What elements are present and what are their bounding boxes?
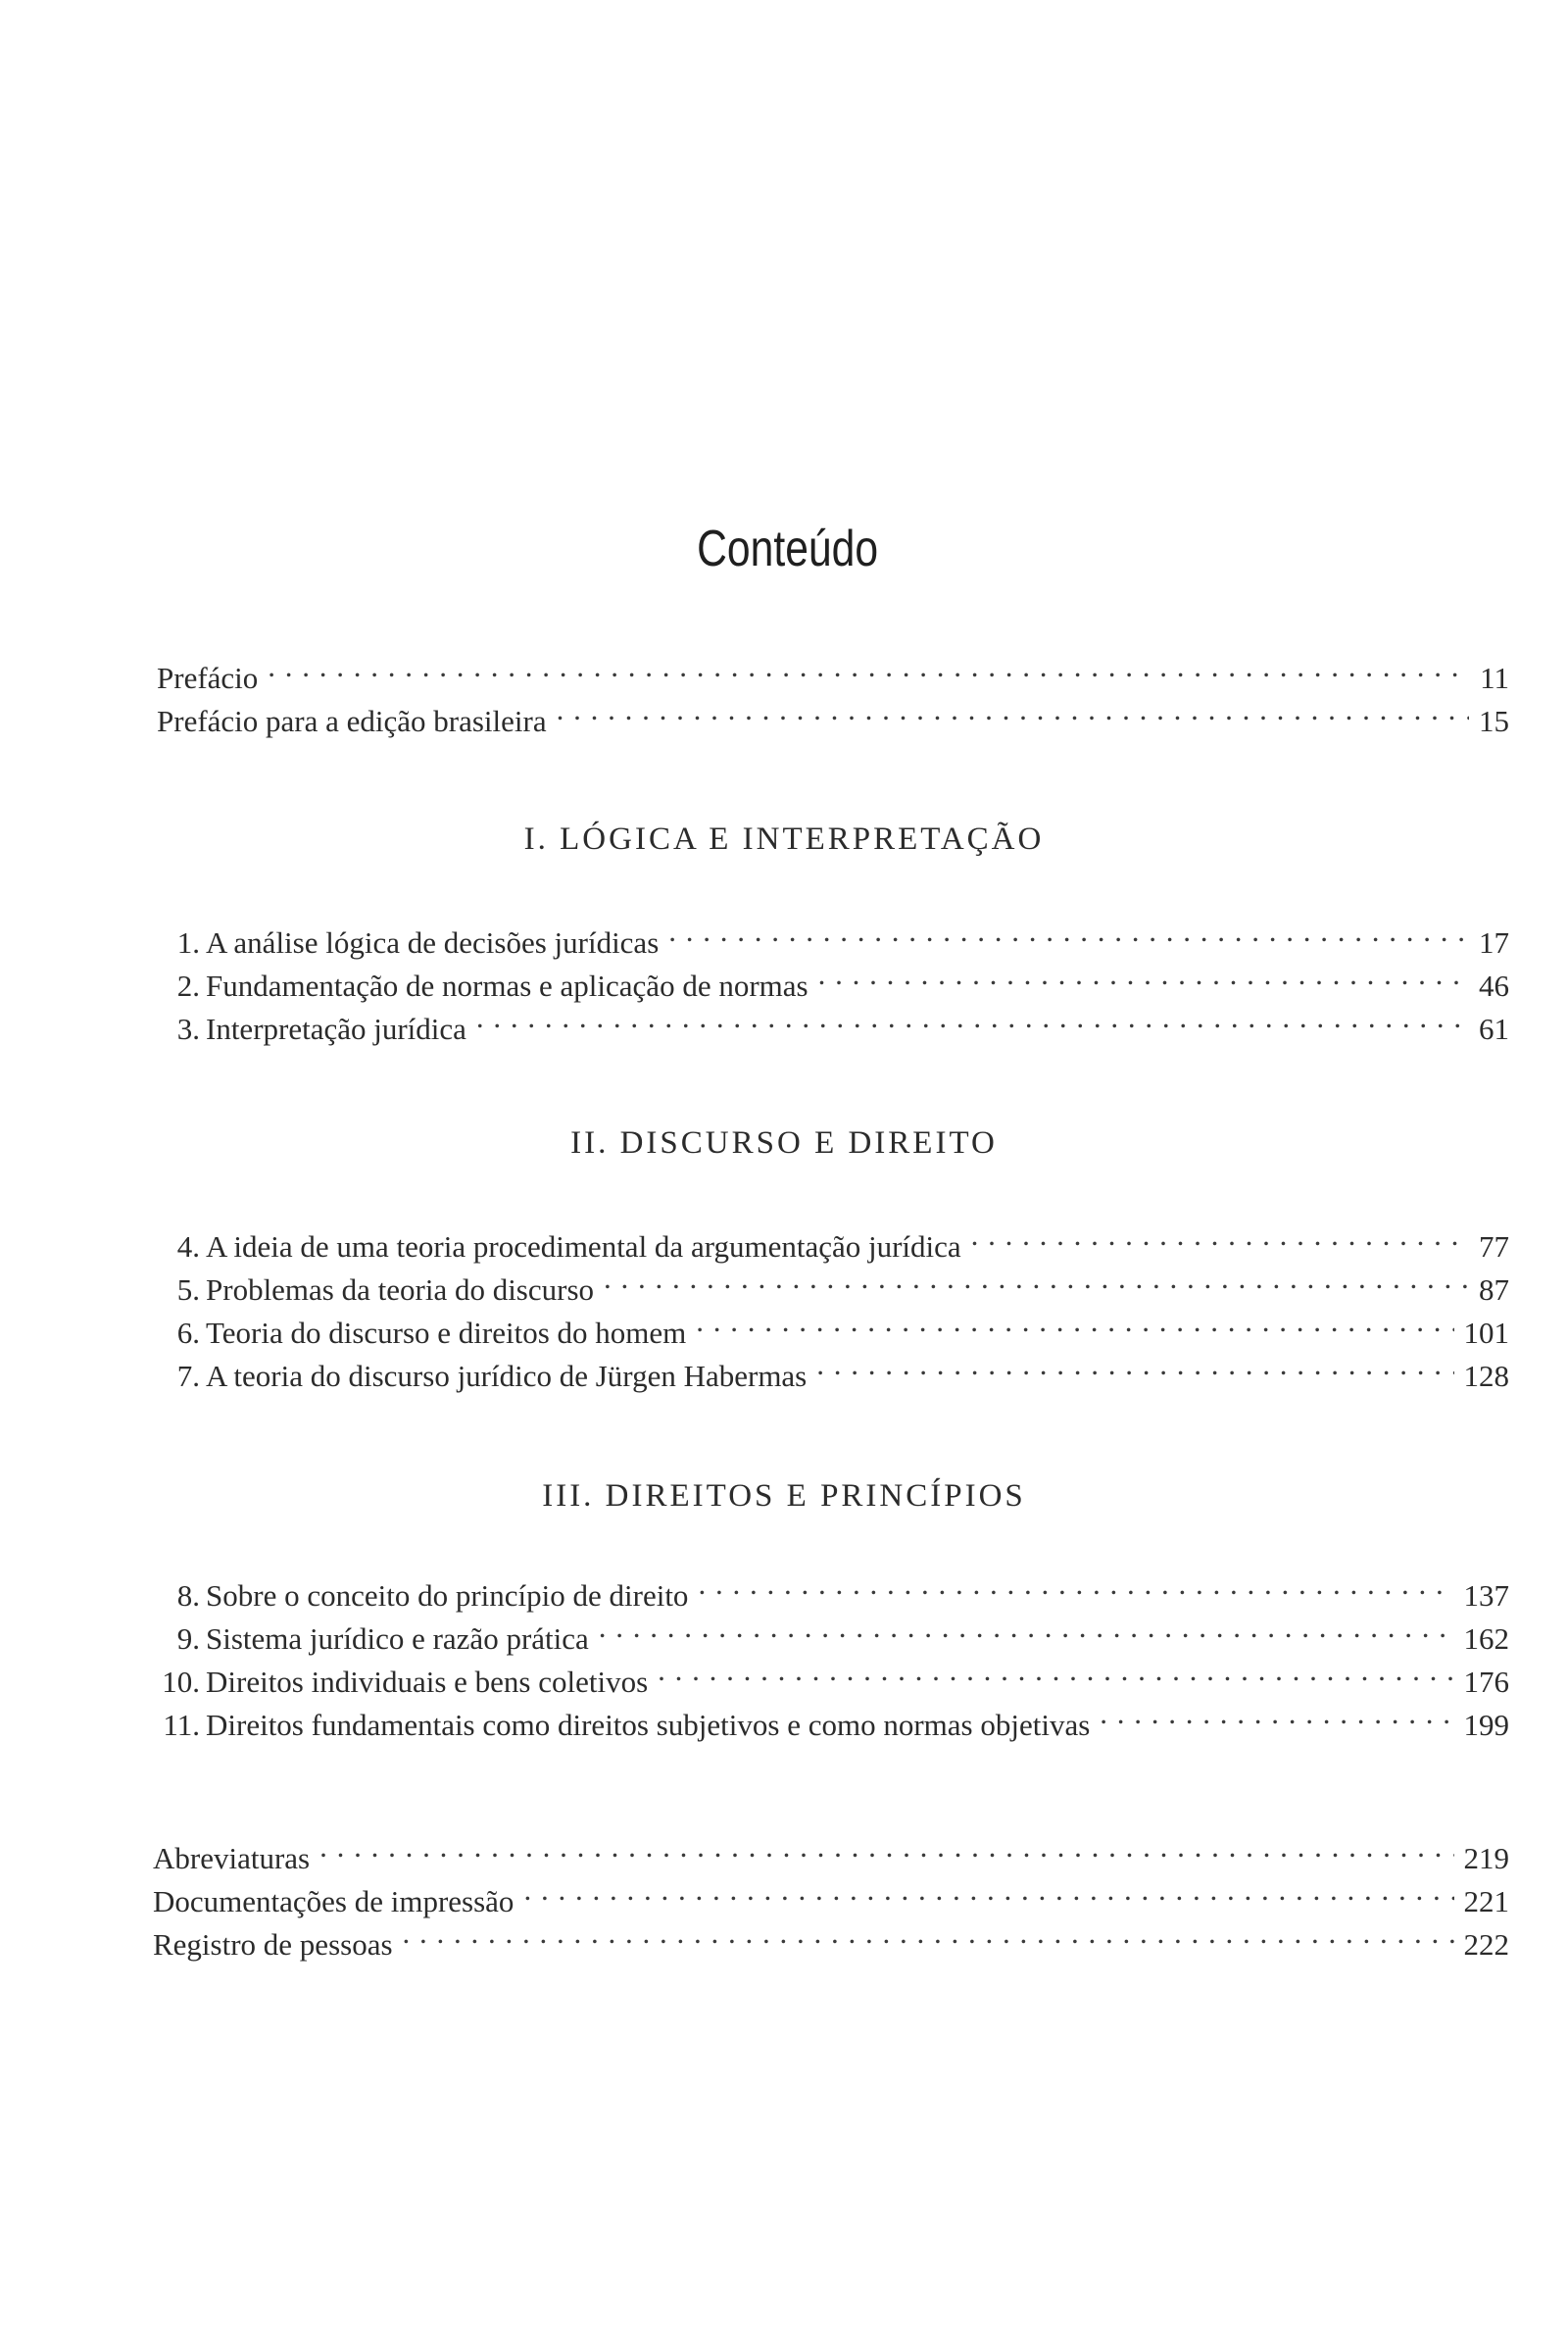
toc-entry-label: Documentações de impressão: [153, 1884, 514, 1918]
toc-entry-prefacio-brasileira: [157, 688, 1509, 738]
toc-entry-label: 9. Sistema jurídico e razão prática: [153, 1617, 595, 1661]
toc-entry-label: Abreviaturas: [153, 1841, 311, 1875]
toc-entry-page: 137: [1463, 1578, 1509, 1613]
dot-leader: [812, 1343, 1453, 1386]
dot-leader: [472, 996, 1469, 1039]
toc-entry-page: 87: [1479, 1272, 1509, 1307]
dot-leader: [595, 1606, 1454, 1649]
toc-entry-label: 11. Direitos fundamentais como direitos subjetivos e como normas objetivas: [153, 1704, 1096, 1747]
toc-entry-abreviaturas: [153, 1825, 1509, 1875]
dot-leader: [664, 910, 1469, 953]
part-1-chapter-list: [169, 910, 1509, 1046]
toc-entry-label: 2. Fundamentação de normas e aplicação de normas: [169, 965, 814, 1008]
toc-entry-chapter-4: [169, 1214, 1509, 1264]
toc-entry-page: 101: [1463, 1316, 1509, 1350]
toc-entry-label: 1. A análise lógica de decisões jurídicas: [169, 921, 664, 965]
toc-entry-label: Registro de pessoas: [153, 1927, 393, 1962]
dot-leader: [264, 645, 1470, 688]
toc-entry-chapter-8: [153, 1563, 1509, 1613]
dot-leader: [694, 1563, 1453, 1606]
toc-entry-page: 162: [1463, 1621, 1509, 1656]
chapter-number: 10.: [162, 1665, 200, 1699]
toc-entry-page: 199: [1463, 1708, 1509, 1742]
toc-entry-page: 77: [1479, 1229, 1509, 1264]
part-heading-3: III. DIREITOS E PRINCÍPIOS: [542, 1478, 1026, 1514]
chapter-number: 11.: [163, 1708, 200, 1742]
toc-entry-chapter-1: [169, 910, 1509, 960]
back-matter-list: [153, 1825, 1509, 1962]
chapter-number: 2.: [176, 969, 200, 1003]
dot-leader: [654, 1649, 1453, 1692]
dot-leader: [600, 1257, 1469, 1300]
dot-leader: [519, 1868, 1453, 1912]
toc-entry-label: 7. A teoria do discurso jurídico de Jürgen Habermas: [169, 1355, 812, 1398]
part-2-chapter-list: [169, 1214, 1509, 1393]
toc-entry-label: 5. Problemas da teoria do discurso: [169, 1269, 600, 1312]
part-heading-1: I. LÓGICA E INTERPRETAÇÃO: [523, 821, 1045, 857]
chapter-number: 5.: [176, 1272, 200, 1307]
dot-leader: [692, 1300, 1453, 1343]
toc-entry-page: 221: [1463, 1884, 1509, 1918]
chapter-number: 3.: [176, 1012, 200, 1046]
toc-entry-label: 10. Direitos individuais e bens coletivos: [153, 1661, 654, 1704]
front-matter-list: [157, 645, 1509, 738]
toc-entry-page: 15: [1479, 704, 1509, 738]
part-heading-2: II. DISCURSO E DIREITO: [570, 1125, 998, 1161]
toc-entry-documentacoes: [153, 1868, 1509, 1918]
toc-entry-prefacio: [157, 645, 1509, 695]
chapter-number: 4.: [176, 1229, 200, 1264]
chapter-number: 8.: [176, 1578, 200, 1613]
chapter-number: 7.: [176, 1359, 200, 1393]
toc-entry-page: 219: [1463, 1841, 1509, 1875]
dot-leader: [399, 1912, 1454, 1955]
toc-entry-label: 8. Sobre o conceito do princípio de direito: [153, 1574, 694, 1617]
page-title: Conteúdo: [697, 521, 879, 577]
toc-entry-label: 6. Teoria do discurso e direitos do homem: [169, 1312, 692, 1355]
chapter-number: 9.: [176, 1621, 200, 1656]
toc-entry-page: 17: [1479, 925, 1509, 960]
chapter-number: 1.: [176, 925, 200, 960]
toc-entry-page: 61: [1479, 1012, 1509, 1046]
dot-leader: [316, 1825, 1453, 1868]
chapter-number: 6.: [176, 1316, 200, 1350]
dot-leader: [1096, 1692, 1453, 1735]
toc-entry-page: 222: [1463, 1927, 1509, 1962]
part-3-chapter-list: [153, 1563, 1509, 1742]
toc-entry-label: Prefácio: [157, 661, 259, 695]
toc-entry-page: 128: [1463, 1359, 1509, 1393]
dot-leader: [967, 1214, 1469, 1257]
toc-entry-label: 3. Interpretação jurídica: [169, 1008, 472, 1051]
toc-entry-label: 4. A ideia de uma teoria procedimental da argumentação jurídica: [169, 1225, 967, 1269]
toc-entry-page: 46: [1479, 969, 1509, 1003]
dot-leader: [553, 688, 1469, 731]
toc-entry-label: Prefácio para a edição brasileira: [157, 704, 547, 738]
toc-entry-page: 11: [1480, 661, 1509, 695]
dot-leader: [814, 953, 1469, 996]
toc-entry-page: 176: [1463, 1665, 1509, 1699]
